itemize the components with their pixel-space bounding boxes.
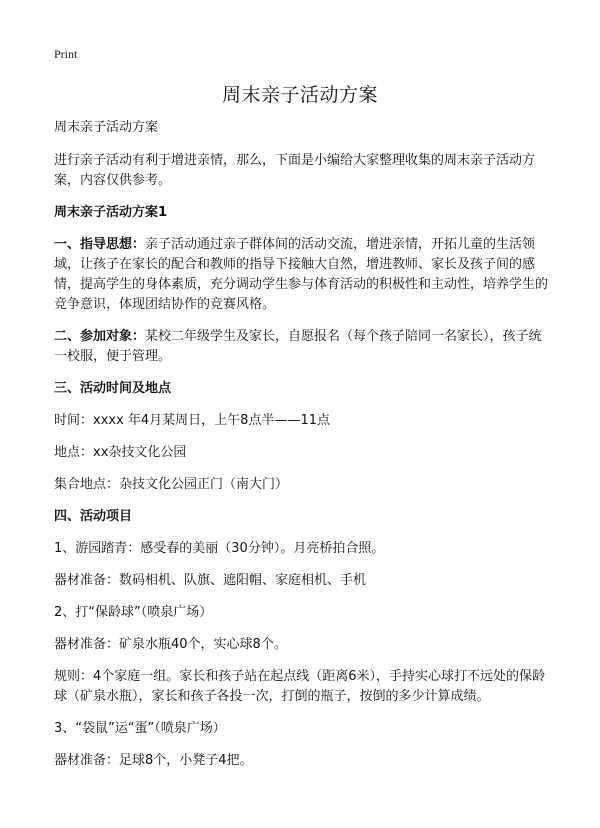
plan-heading: 周末亲子活动方案1	[54, 205, 168, 220]
guiding-text: 亲子活动通过亲子群体间的活动交流，增进亲情，开拓儿童的生活领域，让孩子在家长的配合和教师的指导下接触大自然，增进教师、家长及孩子间的感情，提高学生的身体素质，充分调动学生参与体育活动的积极性和主动性，培养学生的竞争意识，体现团结协作的竞赛风格。	[54, 237, 549, 312]
item-2: 2、打“保龄球”（喷泉广场）	[54, 605, 213, 620]
guiding-label: 一、指导思想：	[54, 237, 146, 252]
item-2-rules: 规则：4个家庭一组。家长和孩子站在起点线（距离6米），手持实心球打不远处的保龄球（矿泉水瓶），家长和孩子各投一次，打倒的瓶子，按倒的多少计算成绩。	[54, 669, 546, 704]
item-2-equipment: 器材准备：矿泉水瓶40个，实心球8个。	[54, 637, 287, 652]
guiding-paragraph	[54, 235, 552, 315]
participants-label: 二、参加对象：	[54, 329, 146, 344]
time-place-heading: 三、活动时间及地点	[54, 381, 172, 396]
place-line: 地点：xx杂技文化公园	[54, 445, 187, 460]
item-3-equipment: 器材准备：足球8个，小凳子4把。	[54, 753, 253, 768]
document-subtitle: 周末亲子活动方案	[54, 120, 159, 135]
gather-line: 集合地点：杂技文化公园正门（南大门）	[54, 477, 289, 492]
item-3: 3、“袋鼠”运“蛋”（喷泉广场）	[54, 721, 226, 736]
item-1: 1、游园踏青：感受春的美丽（30分钟）。月亮桥拍合照。	[54, 541, 385, 556]
document-body	[54, 118, 552, 771]
item-1-equipment: 器材准备：数码相机、队旗、遮阳帽、家庭相机、手机	[54, 573, 367, 588]
page-title: 周末亲子活动方案	[221, 84, 378, 106]
intro-paragraph: 进行亲子活动有利于增进亲情，那么，下面是小编给大家整理收集的周末亲子活动方案，内容仅供参考。	[54, 153, 536, 188]
participants-text: 某校二年级学生及家长，自愿报名（每个孩子陪同一名家长），孩子统一校服，便于管理。	[54, 329, 542, 364]
items-heading: 四、活动项目	[54, 509, 133, 524]
time-line: 时间：xxxx 年4月某周日，上午8点半——11点	[54, 413, 330, 428]
participants-paragraph	[54, 327, 552, 367]
print-link[interactable]: Print	[54, 47, 78, 61]
